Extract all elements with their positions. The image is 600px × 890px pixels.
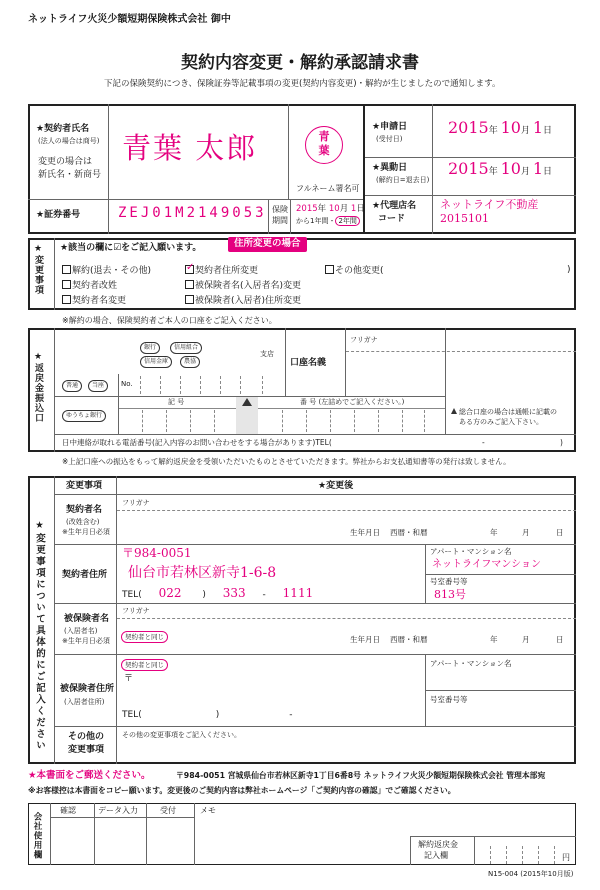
checkbox-other[interactable]: その他変更( xyxy=(325,265,384,276)
yucho-separator xyxy=(236,397,258,434)
insured-address-sub: (入居者住所) xyxy=(64,698,105,706)
other-close: ) xyxy=(567,265,571,275)
contractor-month: 月 xyxy=(522,528,530,537)
building-label: アパート・マンション名 xyxy=(430,547,512,556)
apply-date-value[interactable]: 2015年 10月 1日 xyxy=(448,118,553,137)
period-start-date[interactable]: 2015年 10月 1日 xyxy=(296,204,365,214)
bank-option[interactable]: 銀行 xyxy=(140,342,160,354)
office-use-label: 会社使用欄 xyxy=(32,812,42,860)
period-label-1: 保険 xyxy=(272,205,288,214)
insured-furigana-label: フリガナ xyxy=(122,607,150,615)
change-instruction: ★該当の欄に☑をご記入願います。 xyxy=(60,243,202,253)
other-changes-label-2: 変更事項 xyxy=(68,745,105,755)
account-furigana-label: フリガナ xyxy=(350,336,378,344)
address-change-callout: 住所変更の場合 xyxy=(228,237,307,252)
contractor-era: 西暦・和暦 xyxy=(390,528,428,537)
kigo-label: 記 号 xyxy=(168,398,185,406)
page-title: 契約内容変更・解約承認請求書 xyxy=(181,53,419,73)
building-value[interactable]: ネットライフマンション xyxy=(432,559,541,570)
agency-label: ★代理店名 xyxy=(372,201,417,211)
insured-year: 年 xyxy=(490,635,498,644)
change-note-2: 新氏名・新商号 xyxy=(38,170,102,180)
daytime-tel-label: 日中連絡が取れる電話番号(記入内容のお問い合わせをする場合があります)TEL( xyxy=(62,438,332,447)
contractor-birth-label: 生年月日 xyxy=(350,528,380,537)
account-name-label: 口座名義 xyxy=(290,358,327,368)
period-length[interactable]: から1年間・ 2年間 xyxy=(296,216,360,226)
change-date-label: ★異動日 xyxy=(372,163,408,173)
address-value[interactable]: 仙台市若林区新寺1-6-8 xyxy=(128,565,277,581)
send-label: ★本書面をご郵送ください。 xyxy=(28,770,151,781)
refund-entry-label-1: 解約返戻金 xyxy=(418,840,458,849)
yen-label: 円 xyxy=(562,853,570,862)
contractor-furigana-label: フリガナ xyxy=(122,499,150,507)
daytime-tel-dash: - xyxy=(482,438,485,447)
warning-icon xyxy=(451,408,457,414)
send-address: 〒984-0051 宮城県仙台市若林区新寺1丁目6番8号 ネットライフ火災少額短期保険株式会社 管理本部宛 xyxy=(176,771,546,780)
shinkin-option[interactable]: 信用金庫 xyxy=(140,356,172,368)
other-changes-label-1: その他の xyxy=(68,732,105,742)
policy-number-value[interactable]: ZEJ01M2149053 xyxy=(118,205,267,221)
insured-address-label: 被保険者住所 xyxy=(60,684,115,694)
nokyo-option[interactable]: 農協 xyxy=(180,356,200,368)
room-label: 号室番号等 xyxy=(430,577,468,586)
contractor-day: 日 xyxy=(556,528,564,537)
other-changes-note: その他の変更事項をご記入ください。 xyxy=(122,731,241,739)
checkbox-address-change[interactable]: ✓ 契約者住所変更 xyxy=(186,262,259,276)
room-value[interactable]: 813号 xyxy=(434,588,466,601)
contractor-year: 年 xyxy=(490,528,498,537)
refund-after-note: ※上記口座への振込をもって解約返戻金を受領いただいたものとさせていただきます。弊社からお支払通知書等の発行は致しません。 xyxy=(62,457,511,466)
insured-name-sub: (入居者名) xyxy=(64,627,98,635)
details-section xyxy=(28,476,576,764)
checkbox-renewal[interactable]: 契約者改姓 xyxy=(62,280,117,291)
change-note-1: 変更の場合は xyxy=(38,157,93,167)
checkbox-insured-address[interactable]: 被保険者(入居者)住所変更 xyxy=(185,295,301,306)
yucho-note-2: ある方のみご記入下さい。 xyxy=(459,418,543,426)
insured-birth-required: ※生年月日必須 xyxy=(62,637,110,645)
memo-label: メモ xyxy=(200,806,216,815)
refund-entry-label-2: 記入欄 xyxy=(424,851,448,860)
warning-icon xyxy=(242,398,252,406)
agency-code-value[interactable]: 2015101 xyxy=(440,212,489,225)
contractor-address-label: 契約者住所 xyxy=(62,570,108,580)
addressee: ネットライフ火災少額短期保険株式会社 御中 xyxy=(28,14,231,25)
insured-day: 日 xyxy=(556,635,564,644)
form-code: N15-004 (2015年10月版) xyxy=(488,870,574,878)
yucho-option[interactable]: ゆうちょ銀行 xyxy=(62,410,106,422)
col-after-header: ★変更後 xyxy=(318,481,354,491)
refund-note: ※解約の場合、保険契約者ご本人の口座をご記入ください。 xyxy=(62,316,277,325)
contractor-name-sub: (法人の場合は商号) xyxy=(38,137,100,145)
contractor-name-row-sub: (改姓含む) xyxy=(66,518,100,526)
toza-option[interactable]: 当座 xyxy=(88,380,108,392)
checkbox-insured-name[interactable]: 被保険者名(入居者名)変更 xyxy=(185,280,301,291)
contractor-tel[interactable]: TEL( 022 ) 333 - 1111 xyxy=(122,586,314,600)
copy-note: ※お客様控は本書面をコピー願います。変更後のご契約内容は弊社ホームページ「ご契約内容の確認」でご確認ください。 xyxy=(28,786,456,795)
insured-same-as-contractor[interactable]: 契約者と同じ xyxy=(121,631,168,643)
shinkumi-option[interactable]: 信用組合 xyxy=(170,342,202,354)
insured-building-label: アパート・マンション名 xyxy=(430,659,512,668)
futsu-option[interactable]: 普通 xyxy=(62,380,82,392)
insured-postal-mark: 〒 xyxy=(124,674,134,684)
insured-tel[interactable]: TEL( ) - xyxy=(122,710,293,720)
change-date-sub: (解約日=退去日) xyxy=(376,176,430,184)
insured-era: 西暦・和暦 xyxy=(390,635,428,644)
seal-label: フルネーム署名可 xyxy=(296,184,360,193)
checkbox-name-change[interactable]: 契約者名変更 xyxy=(62,295,126,306)
refund-side-label: ★返戻金振込口 xyxy=(33,352,43,423)
confirm-label: 確認 xyxy=(60,806,76,815)
agency-code-label: コード xyxy=(378,214,406,224)
insured-name-label: 被保険者名 xyxy=(64,614,110,624)
change-items-side-label: ★変更事項 xyxy=(33,244,43,295)
change-date-value[interactable]: 2015年 10月 1日 xyxy=(448,159,553,178)
daytime-tel-close: ) xyxy=(560,438,563,447)
apply-date-sub: (受付日) xyxy=(376,135,403,143)
contractor-name-row-label: 契約者名 xyxy=(66,505,103,515)
agency-name-value[interactable]: ネットライフ不動産 xyxy=(440,198,539,211)
insured-address-same[interactable]: 契約者と同じ xyxy=(121,659,168,671)
contractor-birth-required: ※生年月日必須 xyxy=(62,528,110,536)
insured-birth-label: 生年月日 xyxy=(350,635,380,644)
postal-value[interactable]: 〒984-0051 xyxy=(122,546,192,560)
apply-date-label: ★申請日 xyxy=(372,122,408,132)
intro-text: 下記の保険契約につき、保険証券等記載事項の変更(契約内容変更)・解約が生じましたので通知します。 xyxy=(104,79,501,89)
policy-number-label: ★証券番号 xyxy=(36,210,81,220)
checkbox-cancel[interactable]: 解約(退去・その他) xyxy=(62,265,151,276)
insured-month: 月 xyxy=(522,635,530,644)
contractor-name-value[interactable]: 青葉 太郎 xyxy=(122,131,258,165)
branch-label: 支店 xyxy=(260,350,274,358)
insured-room-label: 号室番号等 xyxy=(430,695,468,704)
seal-icon: 青 葉 xyxy=(305,126,343,164)
details-side-label: ★変更事項について具体的にご記入ください xyxy=(34,520,45,752)
data-entry-label: データ入力 xyxy=(98,806,138,815)
col-item-header: 変更事項 xyxy=(66,481,103,491)
contractor-name-label: ★契約者氏名 xyxy=(36,124,90,134)
bango-label: 番 号 (左詰めでご記入ください。) xyxy=(300,398,405,406)
received-label: 受付 xyxy=(160,806,176,815)
account-no-label: No. xyxy=(121,380,133,388)
yucho-note-1: 総合口座の場合は通帳に記載の xyxy=(451,408,557,416)
period-label-2: 期間 xyxy=(272,216,288,225)
